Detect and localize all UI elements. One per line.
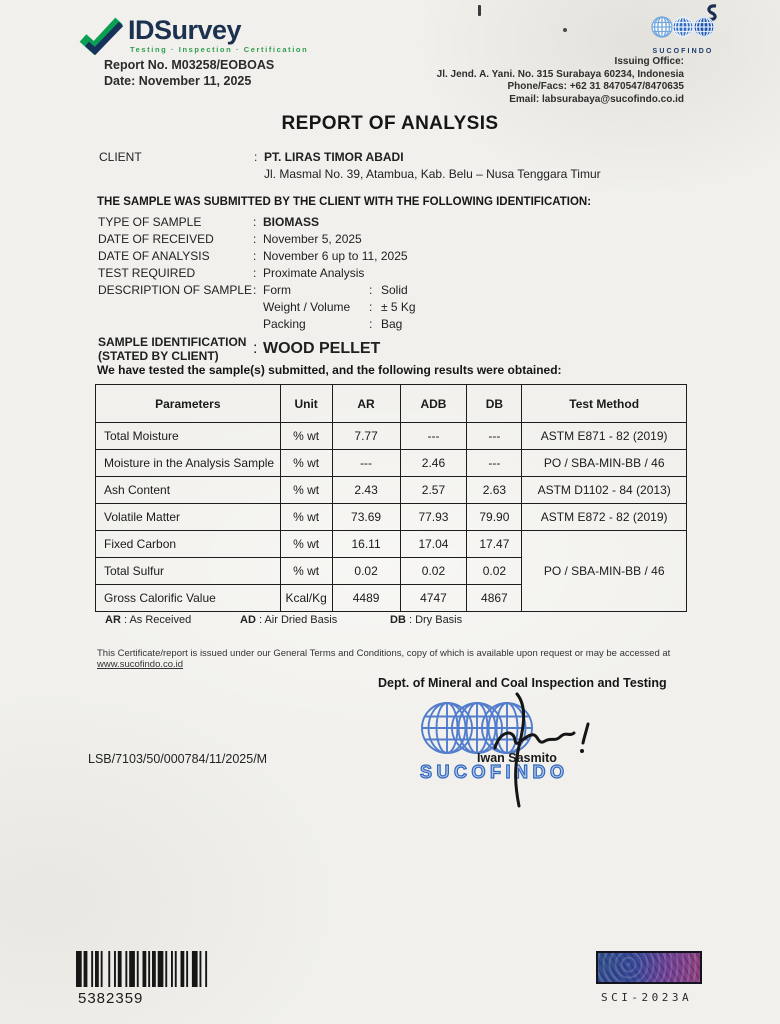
barcode-number: 5382359 [78,990,144,1007]
table-header-row [96,385,687,423]
colon: : [253,232,257,246]
document-number: LSB/7103/50/000784/11/2025/M [88,752,268,766]
idsurvey-check-icon [78,16,124,63]
ident-row-type-of-sample [98,214,698,231]
results-table [95,384,687,612]
sucofindo-logo-text: SUCOFINDO [652,48,714,55]
scanned-report-page: IDSurvey Testing · Inspection · Certification Report No. M03258/EOBOAS Date: November 11, 2025 SUCOFINDO Issuing Office: Jl. Jend. A. Yani. No. 315 Surabaya 60234, Indonesia Phone/Facs: +62 31 8470547/8470635 Email: labsurabaya@sucofindo.co.id REPORT OF ANALYSIS CLIENT : PT. LIRAS TIMOR ABADI Jl. Masmal No. 39, Atambua, Kab. Belu – Nusa Tenggara Timur THE SAMPLE WAS SUBMITTED BY THE CLIENT WITH THE FOLLOWING IDENTIFICATION: TYPE OF SAMPLE : BIOMASS DATE OF RECEIVED : November 5, 2025 DATE OF ANALYSIS : November 6 up to 11, 2025 TEST REQUIRED : Proximate Analysis DESCRIPTION OF SAMPLE : Form : Solid Weight / Volume : ± 5 Kg Packing : Bag SAMPLE IDENTIFICATION (STATED BY CLIENT) : WOOD PELLET We have tested the sample(s) submitted, and the following results were obtained: Parameters Unit AR ADB DB Test Method Total Moisture % wt 7.77 --- --- ASTM E871 - 82 (2019) Moisture in the Analysis Sample % wt --- 2.46 --- PO / SBA-MIN-BB / 46 Ash Content % wt 2.43 2.57 2.63 ASTM D1102 - 84 (2013) Volatile Matter % wt 73.69 77.93 79.90 ASTM E872 - 82 (2019) Fixed Carbon % wt 16.11 17.04 17.47 PO / SBA-MIN-BB / 46 Total Sulfur % wt 0.02 0.02 0.02 Gross Calorific Value Kcal/Kg 4489 4747 4867 AR : As Received AD : Air Dried Basis DB : Dry Basis This Certificate/report is issued under our General Terms and Conditions, copy of which is available upon request or may be accessed at www.sucofindo.co.id Dept. of Mineral and Coal Inspection and Testing SUCOFINDO Iwan Sasmito LSB/7103/50/000784/11/2025/M 5382359 SCI-2023A [0,0,780,1024]
table-row: Fixed Carbon % wt 16.11 17.04 17.47 PO / SBA-MIN-BB / 46 [96,531,687,558]
report-date: Date: November 11, 2025 [104,74,252,88]
sample-id-label: SAMPLE IDENTIFICATION [98,335,247,349]
client-label: CLIENT [99,150,142,164]
colon: : [254,150,258,164]
table-row: Gross Calorific Value Kcal/Kg 4489 4747 4867 [96,585,687,612]
hologram-code: SCI-2023A [601,991,693,1004]
idsurvey-brand-name: IDSurvey [128,15,242,45]
col-ar: AR [332,385,400,423]
table-row: Moisture in the Analysis Sample % wt --- 2.46 --- PO / SBA-MIN-BB / 46 [96,450,687,477]
colon: : [253,215,257,229]
ident-row-test-required [98,265,698,282]
disclaimer-link: www.sucofindo.co.id [97,659,184,670]
submission-note: THE SAMPLE WAS SUBMITTED BY THE CLIENT WITH THE FOLLOWING IDENTIFICATION: [97,196,592,208]
sample-id-label2: (STATED BY CLIENT) [98,349,219,363]
desc-packing: Packing : Bag [263,317,403,331]
results-intro: We have tested the sample(s) submitted, and the following results were obtained: [97,363,562,377]
client-address: Jl. Masmal No. 39, Atambua, Kab. Belu – Nusa Tenggara Timur [264,167,601,181]
ident-value: BIOMASS [263,215,320,229]
signer-name: Iwan Sasmito [477,751,557,765]
colon: : [253,266,257,280]
hologram-sticker [596,951,702,984]
col-adb: ADB [400,385,467,423]
client-name: PT. LIRAS TIMOR ABADI [264,150,404,164]
desc-form: Form : Solid [263,283,408,297]
sucofindo-globes-icon [650,29,716,46]
signature-icon [485,686,615,816]
colon: : [253,283,257,297]
report-number: Report No. M03258/EOBOAS [104,58,275,72]
ident-label: DESCRIPTION OF SAMPLE [98,283,253,297]
department-line: Dept. of Mineral and Coal Inspection and Testing [378,676,667,690]
idsurvey-logo [78,16,308,63]
ident-value: November 6 up to 11, 2025 [263,249,408,263]
issuing-office-email: Email: labsurabaya@sucofindo.co.id [509,93,684,105]
stamp-text: SUCOFINDO [420,762,569,782]
table-row: Ash Content % wt 2.43 2.57 2.63 ASTM D1102 - 84 (2013) [96,477,687,504]
ident-row-date-received [98,231,698,248]
col-test-method: Test Method [522,385,687,423]
colon: : [369,283,373,297]
colon: : [369,300,373,314]
ident-value: November 5, 2025 [263,232,362,246]
desc-weight: Weight / Volume : ± 5 Kg [263,300,416,314]
col-db: DB [467,385,522,423]
merged-method-cell: PO / SBA-MIN-BB / 46 [522,531,687,612]
barcode [76,951,216,992]
colon: : [253,249,257,263]
ident-row-date-analysis [98,248,698,265]
ident-label: TEST REQUIRED [98,266,196,280]
page-title: REPORT OF ANALYSIS [281,113,499,134]
ident-row-description [98,282,698,333]
ident-value: Proximate Analysis [263,266,365,280]
col-unit: Unit [280,385,332,423]
sucofindo-logo [648,12,718,55]
issuing-office-address: Jl. Jend. A. Yani. No. 315 Surabaya 60234, Indonesia [436,68,684,80]
table-row: Total Moisture % wt 7.77 --- --- ASTM E871 - 82 (2019) [96,423,687,450]
table-row: Volatile Matter % wt 73.69 77.93 79.90 ASTM E872 - 82 (2019) [96,504,687,531]
colon: : [253,340,258,357]
issuing-office-phone: Phone/Facs: +62 31 8470547/8470635 [507,81,684,92]
sample-id-value: WOOD PELLET [263,340,381,357]
col-parameters: Parameters [96,385,281,423]
issuing-office-title: Issuing Office: [614,56,684,67]
ident-label: TYPE OF SAMPLE [98,215,202,229]
ident-label: DATE OF RECEIVED [98,232,214,246]
idsurvey-tagline: Testing · Inspection · Certification [130,45,309,54]
disclaimer-text: This Certificate/report is issued under our General Terms and Conditions, copy of which is available upon request or may be accessed at www.sucofindo.co.id [97,648,671,670]
scan-artifact [563,28,567,32]
ident-label: DATE OF ANALYSIS [98,249,210,263]
colon: : [369,317,373,331]
ident-row-sample-id [98,335,698,363]
scan-artifact [478,5,481,16]
table-row: Total Sulfur % wt 0.02 0.02 0.02 [96,558,687,585]
